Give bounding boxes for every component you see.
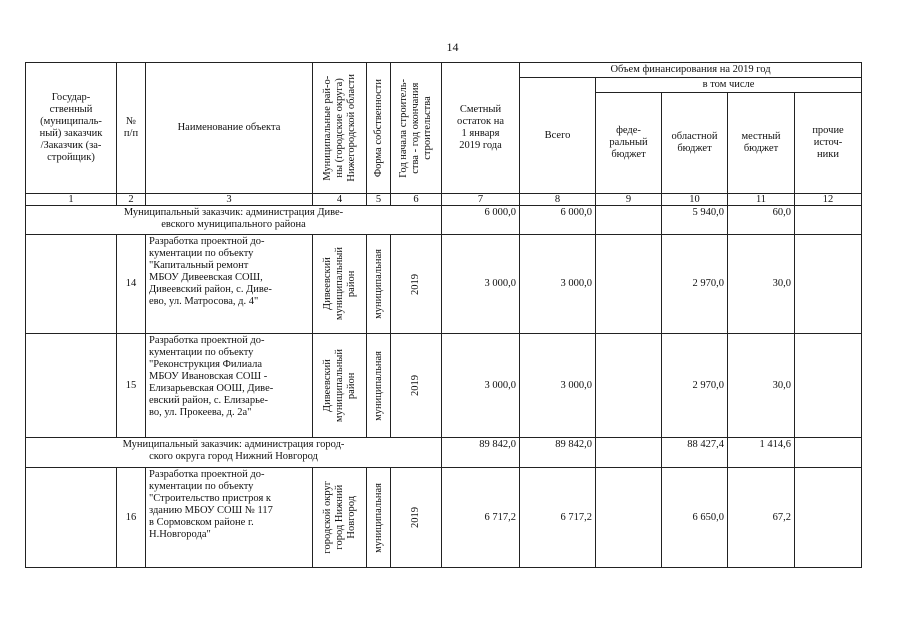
total-cell: 3 000,0 [520, 334, 596, 438]
years-text: 2019 [410, 273, 421, 295]
object-name: Разработка проектной до- кументации по объекту "Реконструкция Филиала МБОУ Ивановская СОШ - Елизарьевская ООШ, Диве- евский район, с. Елизарье- во, ул. Прокеева, д. 2а" [146, 334, 313, 438]
header-other: прочие источ- ники [795, 93, 862, 194]
balance-cell: 6 717,2 [442, 468, 520, 568]
column-number: 6 [391, 194, 442, 206]
column-number: 12 [795, 194, 862, 206]
group-balance: 6 000,0 [442, 206, 520, 235]
district-text: Дивеевский муниципальный район [321, 348, 357, 423]
table-row [26, 468, 862, 568]
federal-cell [596, 334, 662, 438]
ownership-cell [367, 334, 391, 438]
years-text: 2019 [410, 507, 421, 528]
years-cell [391, 334, 442, 438]
column-number: 8 [520, 194, 596, 206]
page-number: 14 [446, 40, 459, 54]
header-local: местный бюджет [728, 93, 795, 194]
column-number: 7 [442, 194, 520, 206]
group-federal [596, 438, 662, 468]
ownership-text: муниципальная [372, 350, 384, 421]
group-title: Муниципальный заказчик: администрация Диве- евского муниципального района [26, 206, 442, 235]
district-cell [313, 235, 367, 334]
other-cell [795, 334, 862, 438]
district-text: Дивеевский муниципальный район [321, 247, 357, 321]
group-other [795, 206, 862, 235]
other-cell [795, 235, 862, 334]
balance-cell: 3 000,0 [442, 235, 520, 334]
local-cell: 67,2 [728, 468, 795, 568]
total-cell: 3 000,0 [520, 235, 596, 334]
group-federal [596, 206, 662, 235]
object-name: Разработка проектной до- кументации по объекту "Строительство пристроя к зданию МБОУ СОШ № 117 в Сормовском районе г. Н.Новгорода" [146, 468, 313, 568]
group-other [795, 438, 862, 468]
row-number: 14 [117, 235, 146, 334]
column-number: 10 [662, 194, 728, 206]
financing-table [25, 62, 862, 568]
customer-cell [26, 468, 117, 568]
years-cell [391, 468, 442, 568]
object-name: Разработка проектной до- кументации по объекту "Капитальный ремонт МБОУ Дивеевская СОШ, Дивеевский район, с. Диве- ево, ул. Матросова, д. 4" [146, 235, 313, 334]
row-number: 15 [117, 334, 146, 438]
column-number-row [26, 194, 862, 206]
years-cell [391, 235, 442, 334]
row-number: 16 [117, 468, 146, 568]
local-cell: 30,0 [728, 235, 795, 334]
header-object-name: Наименование объекта [146, 63, 313, 194]
ownership-cell [367, 468, 391, 568]
customer-cell [26, 235, 117, 334]
group-total: 89 842,0 [520, 438, 596, 468]
table-row [26, 334, 862, 438]
header-number: № п/п [117, 63, 146, 194]
header-district [313, 63, 367, 194]
group-row [26, 206, 862, 235]
regional-cell: 2 970,0 [662, 334, 728, 438]
column-number: 5 [367, 194, 391, 206]
federal-cell [596, 468, 662, 568]
regional-cell: 6 650,0 [662, 468, 728, 568]
column-number: 9 [596, 194, 662, 206]
group-regional: 5 940,0 [662, 206, 728, 235]
total-cell: 6 717,2 [520, 468, 596, 568]
group-local: 1 414,6 [728, 438, 795, 468]
header-ownership [367, 63, 391, 194]
column-number: 11 [728, 194, 795, 206]
column-number: 3 [146, 194, 313, 206]
header-customer: Государ- ственный (муниципаль- ный) заказчик /Заказчик (за- стройщик) [26, 63, 117, 194]
ownership-cell [367, 235, 391, 334]
header-regional: областной бюджет [662, 93, 728, 194]
header-years-text: Год начала строитель- ства - год окончания строительства [398, 78, 433, 178]
header-balance: Сметный остаток на 1 января 2019 года [442, 63, 520, 194]
federal-cell [596, 235, 662, 334]
header-ownership-text: Форма собственности [372, 78, 384, 178]
local-cell: 30,0 [728, 334, 795, 438]
header-total: Всего [520, 78, 596, 194]
header-years [391, 63, 442, 194]
balance-cell: 3 000,0 [442, 334, 520, 438]
column-number: 2 [117, 194, 146, 206]
group-local: 60,0 [728, 206, 795, 235]
regional-cell: 2 970,0 [662, 235, 728, 334]
district-cell [313, 468, 367, 568]
group-title: Муниципальный заказчик: администрация город- ского округа город Нижний Новгород [26, 438, 442, 468]
column-number: 4 [313, 194, 367, 206]
other-cell [795, 468, 862, 568]
group-regional: 88 427,4 [662, 438, 728, 468]
district-cell [313, 334, 367, 438]
customer-cell [26, 334, 117, 438]
header-district-text: Муниципальные рай-о- ны (городские округа) Нижегородской области [321, 74, 357, 182]
header-federal: феде- ральный бюджет [596, 93, 662, 194]
column-number: 1 [26, 194, 117, 206]
group-balance: 89 842,0 [442, 438, 520, 468]
ownership-text: муниципальная [372, 482, 384, 553]
group-row [26, 438, 862, 468]
header-including: в том числе [596, 78, 862, 93]
ownership-text: муниципальная [372, 249, 384, 319]
header-financing-title: Объем финансирования на 2019 год [520, 63, 862, 78]
district-text: городской округ город Нижний Новгород [321, 481, 357, 554]
group-total: 6 000,0 [520, 206, 596, 235]
table-row [26, 235, 862, 334]
years-text: 2019 [410, 375, 421, 396]
